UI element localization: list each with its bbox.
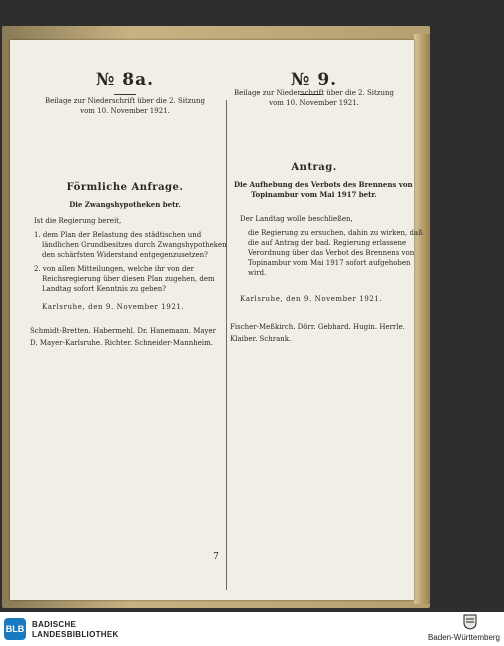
library-name-line2: LANDESBIBLIOTHEK bbox=[32, 630, 119, 639]
subtitle: Die Zwangshypotheken betr. bbox=[69, 200, 181, 209]
item-2-line: 2. von allen Mitteilungen, welche ihr von der bbox=[34, 265, 194, 273]
title-foermliche-anfrage: Förmliche Anfrage. bbox=[66, 182, 184, 193]
date-line: Karlsruhe, den 9. November 1921. bbox=[240, 295, 383, 303]
item-1-line: ländlichen Grundbesitzes durch Zwangshypotheken bbox=[42, 241, 227, 249]
document-number-8a: № 8a. bbox=[95, 70, 155, 90]
subtitle: Die Aufhebung des Verbots des Brennens von bbox=[234, 180, 413, 189]
page-stack-edge bbox=[414, 34, 430, 604]
signatures-line: D. Mayer-Karlsruhe. Richter. Schneider-Mannheim. bbox=[30, 339, 213, 347]
column-divider bbox=[226, 100, 227, 590]
supplement-line: Beilage zur Niederschrift über die 2. Sitzung bbox=[45, 97, 205, 105]
resolution-line: die Regierung zu ersuchen, dahin zu wirken, daß bbox=[248, 229, 423, 237]
number-underline bbox=[114, 94, 136, 95]
page-number: 7 bbox=[213, 552, 219, 562]
document-number-9: № 9. bbox=[290, 70, 338, 90]
resolution-line: wird. bbox=[248, 269, 267, 277]
subtitle: Topinambur vom Mai 1917 betr. bbox=[251, 190, 377, 199]
item-1-line: den schärfsten Widerstand entgegenzusetzen? bbox=[42, 251, 208, 259]
signatures-line: Fischer-Meßkirch. Dörr. Gebhard. Hugin. Herrle. bbox=[230, 323, 405, 331]
title-antrag: Antrag. bbox=[291, 162, 337, 173]
signatures-line: Schmidt-Bretten. Habermehl. Dr. Hanemann. Mayer bbox=[30, 327, 216, 335]
supplement-line: vom 10. November 1921. bbox=[80, 107, 170, 115]
item-2-line: Landtag sofort Kenntnis zu geben? bbox=[42, 285, 167, 293]
item-2-line: Reichsregierung über diesen Plan zugehen, dem bbox=[42, 275, 215, 283]
item-1-line: 1. dem Plan der Belastung des städtischen und bbox=[34, 231, 202, 239]
baden-wuerttemberg-logo-text: Baden-Württemberg bbox=[427, 633, 500, 642]
signatures-line: Klaiber. Schrank. bbox=[230, 335, 292, 343]
question-intro: Ist die Regierung bereit, bbox=[34, 217, 122, 225]
viewer-footer bbox=[0, 612, 504, 646]
baden-wuerttemberg-crest-icon bbox=[463, 614, 477, 630]
supplement-line: Beilage zur Niederschrift über die 2. Sitzung bbox=[234, 89, 394, 97]
resolution-line: Verordnung über das Verbot des Brennens von bbox=[248, 249, 415, 257]
library-name-line1: BADISCHE bbox=[32, 620, 77, 629]
supplement-line: vom 10. November 1921. bbox=[269, 99, 359, 107]
document-page bbox=[10, 40, 423, 600]
resolution-intro: Der Landtag wolle beschließen, bbox=[240, 215, 353, 223]
resolution-line: Topinambur vom Mai 1917 sofort aufgehoben bbox=[248, 259, 411, 267]
date-line: Karlsruhe, den 9. November 1921. bbox=[42, 303, 185, 311]
blb-logo-badge[interactable]: BLB bbox=[4, 618, 26, 640]
resolution-line: die auf Antrag der bad. Regierung erlassene bbox=[248, 239, 407, 247]
